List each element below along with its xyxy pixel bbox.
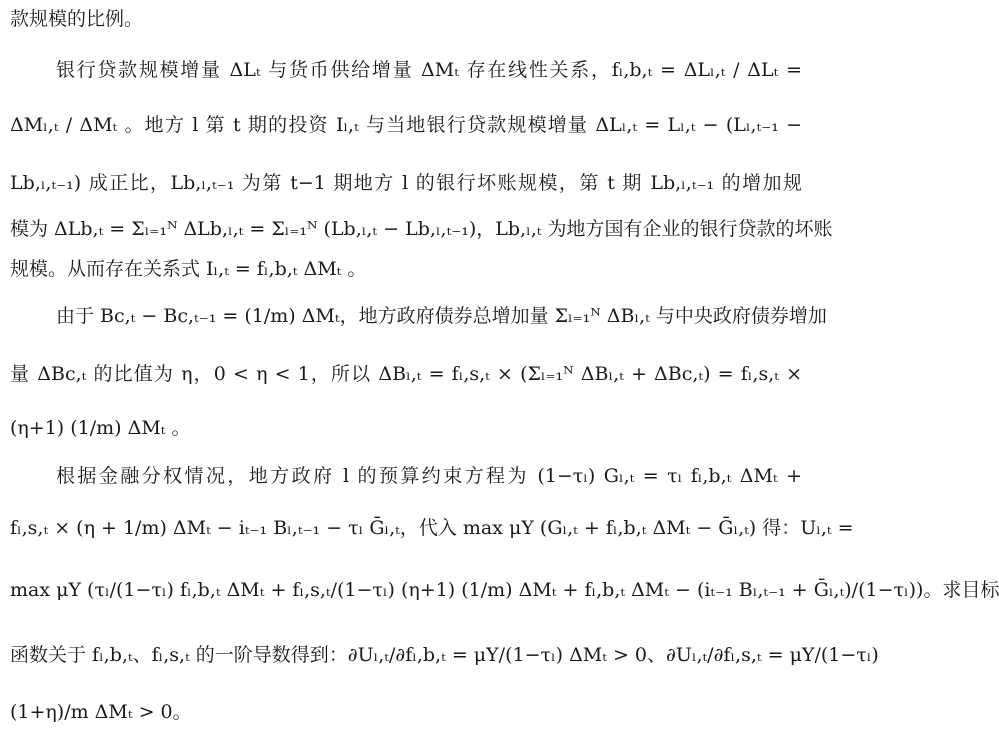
text-line-9: (η+1) (1/m) ΔMₜ 。 bbox=[10, 417, 191, 439]
text-line-14: (1+η)/m ΔMₜ > 0。 bbox=[10, 701, 192, 723]
text-line-10: 根据金融分权情况，地方政府 l 的预算约束方程为 (1−τₗ) Gₗ,ₜ = τₗ fₗ,b,ₜ ΔMₜ + bbox=[56, 465, 802, 487]
text-line-4: Lb,ₗ,ₜ₋₁) 成正比，Lb,ₗ,ₜ₋₁ 为第 t−1 期地方 l 的银行坏账规模，第 t 期 Lb,ₗ,ₜ₋₁ 的增加规 bbox=[10, 172, 802, 194]
text-line-7: 由于 Bc,ₜ − Bc,ₜ₋₁ = (1/m) ΔMₜ，地方政府债券总增加量 Σₗ₌₁ᴺ ΔBₗ,ₜ 与中央政府债券增加 bbox=[56, 305, 827, 327]
text-line-2: 银行贷款规模增量 ΔLₜ 与货币供给增量 ΔMₜ 存在线性关系，fₗ,b,ₜ = ΔLₗ,ₜ / ΔLₜ = bbox=[56, 59, 802, 81]
text-line-8: 量 ΔBc,ₜ 的比值为 η，0 < η < 1，所以 ΔBₗ,ₜ = fₗ,s,ₜ × (Σₗ₌₁ᴺ ΔBₗ,ₜ + ΔBc,ₜ) = fₗ,s,ₜ × bbox=[10, 363, 802, 385]
text-line-13: 函数关于 fₗ,b,ₜ、fₗ,s,ₜ 的一阶导数得到：∂Uₗ,ₜ/∂fₗ,b,ₜ = μY/(1−τₗ) ΔMₜ > 0、∂Uₗ,ₜ/∂fₗ,s,ₜ = μY/(1−τₗ) bbox=[10, 644, 879, 666]
text-line-11: fₗ,s,ₜ × (η + 1/m) ΔMₜ − iₜ₋₁ Bₗ,ₜ₋₁ − τₗ Ḡₗ,ₜ，代入 max μY (Gₗ,ₜ + fₗ,b,ₜ ΔMₜ − Ḡₗ,ₜ) 得：Uₗ,ₜ = bbox=[10, 517, 854, 539]
text-line-6: 规模。从而存在关系式 Iₗ,ₜ = fₗ,b,ₜ ΔMₜ 。 bbox=[10, 258, 367, 280]
text-line-5: 模为 ΔLb,ₜ = Σₗ₌₁ᴺ ΔLb,ₗ,ₜ = Σₗ₌₁ᴺ (Lb,ₗ,ₜ − Lb,ₗ,ₜ₋₁)，Lb,ₗ,ₜ 为地方国有企业的银行贷款的坏账 bbox=[10, 218, 833, 240]
text-line-12: max μY (τₗ/(1−τₗ) fₗ,b,ₜ ΔMₜ + fₗ,s,ₜ/(1−τₗ) (η+1) (1/m) ΔMₜ + fₗ,b,ₜ ΔMₜ − (iₜ₋₁ Bₗ,ₜ₋₁ + Ḡₗ,ₜ)/(1−τₗ))。求目标 bbox=[10, 579, 999, 601]
text-line-1: 款规模的比例。 bbox=[10, 8, 144, 30]
text-line-3: ΔMₗ,ₜ / ΔMₜ 。地方 l 第 t 期的投资 Iₗ,ₜ 与当地银行贷款规模增量 ΔLₗ,ₜ = Lₗ,ₜ − (Lₗ,ₜ₋₁ − bbox=[10, 114, 802, 136]
